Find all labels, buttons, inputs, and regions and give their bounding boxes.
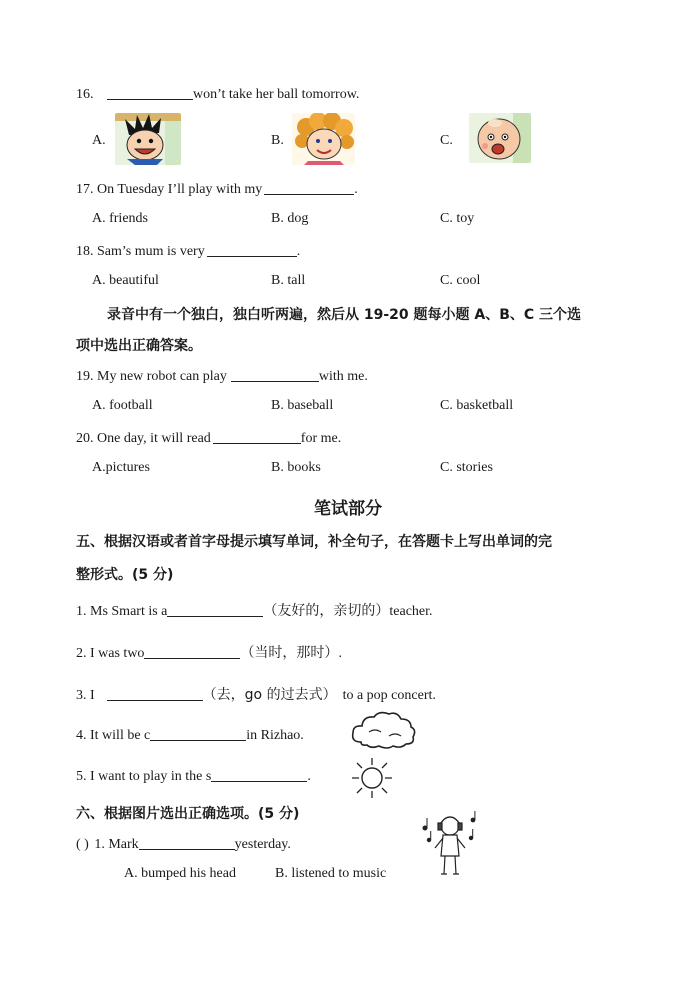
question-text: 17. On Tuesday I’ll play with my	[76, 182, 263, 197]
question-text: 20. One day, it will read	[76, 431, 211, 446]
sun-icon	[350, 756, 394, 800]
q16-line	[76, 85, 359, 103]
option-b: B. books	[271, 460, 321, 475]
answer-paren[interactable]: ( )	[76, 837, 89, 852]
q20-line	[76, 429, 341, 447]
option-a: A. football	[92, 398, 153, 413]
item-text-after: to a pop concert.	[342, 688, 436, 703]
option-b: B. baseball	[271, 398, 334, 413]
item-text: 5. I want to play in the s	[76, 769, 212, 784]
section-title: 笔试部分	[314, 499, 382, 519]
answer-blank[interactable]	[167, 602, 263, 617]
item-hint: （当时，那时）	[240, 645, 339, 661]
item-hint: （友好的，亲切的）	[263, 603, 390, 619]
item-text-after: .	[307, 769, 311, 784]
item-text-after: teacher.	[389, 604, 433, 619]
cloud-icon	[349, 708, 419, 750]
girl-curly-hair-icon	[292, 113, 355, 165]
option-a: A.pictures	[92, 460, 150, 475]
girl-listening-music-icon	[419, 808, 481, 882]
answer-blank[interactable]	[107, 686, 203, 701]
item-hint: （去，go 的过去式）	[202, 687, 337, 703]
question-number: 16.	[76, 87, 94, 102]
question-text-after: yesterday.	[234, 837, 291, 852]
option-a: A. beautiful	[92, 273, 159, 288]
option-c: C. toy	[440, 211, 475, 226]
punctuation: .	[354, 182, 358, 197]
question-text: 19. My new robot can play	[76, 369, 227, 384]
fill-item-3	[76, 684, 436, 704]
question-text-after: with me.	[318, 369, 368, 384]
answer-blank[interactable]	[207, 242, 297, 257]
q17-line	[76, 180, 358, 198]
answer-blank[interactable]	[107, 85, 193, 100]
option-b-label: B.	[271, 133, 284, 148]
option-b: B. tall	[271, 273, 306, 288]
item-text-after: in Rizhao.	[246, 728, 304, 743]
option-b: B. listened to music	[275, 866, 387, 881]
answer-blank[interactable]	[150, 726, 246, 741]
fill-item-1	[76, 600, 433, 620]
item-text: 1. Ms Smart is a	[76, 604, 168, 619]
question-text-after: for me.	[300, 431, 342, 446]
q18-line	[76, 242, 300, 260]
item-text: 3. I	[76, 688, 95, 703]
answer-blank[interactable]	[264, 180, 354, 195]
option-c: C. basketball	[440, 398, 514, 413]
question-text: 1. Mark	[94, 837, 139, 852]
option-b: B. dog	[271, 211, 309, 226]
fill-item-2	[76, 642, 342, 662]
answer-blank[interactable]	[213, 429, 301, 444]
picture-question-1	[76, 835, 291, 853]
answer-blank[interactable]	[139, 835, 235, 850]
option-c-label: C.	[440, 133, 453, 148]
listening-instruction-line1: 录音中有一个独白，独白听两遍，然后从 19-20 题每小题 A、B、C 三个选	[107, 307, 582, 323]
option-c: C. stories	[440, 460, 493, 475]
section5-instruction-line2: 整形式。(5 分)	[76, 567, 174, 583]
punctuation: .	[296, 244, 301, 259]
fill-item-5	[76, 767, 311, 785]
fill-item-4	[76, 726, 304, 744]
bald-baby-icon	[469, 113, 531, 163]
question-text: won’t take her ball tomorrow.	[193, 87, 360, 102]
section5-instruction-line1: 五、根据汉语或者首字母提示填写单词，补全句子，在答题卡上写出单词的完	[76, 534, 552, 550]
q19-line	[76, 367, 368, 385]
option-a: A. friends	[92, 211, 148, 226]
item-text: 4. It will be c	[76, 728, 151, 743]
answer-blank[interactable]	[144, 644, 240, 659]
listening-instruction-line2: 项中选出正确答案。	[76, 338, 202, 354]
question-text: 18. Sam’s mum is very	[76, 244, 205, 259]
answer-blank[interactable]	[211, 767, 307, 782]
section6-instruction: 六、根据图片选出正确选项。(5 分)	[76, 806, 300, 822]
item-text-after: .	[338, 646, 342, 661]
option-c: C. cool	[440, 273, 481, 288]
item-text: 2. I was two	[76, 646, 145, 661]
option-a-label: A.	[92, 133, 106, 148]
option-a: A. bumped his head	[124, 866, 236, 881]
boy-spiky-hair-icon	[115, 113, 181, 165]
answer-blank[interactable]	[231, 367, 319, 382]
